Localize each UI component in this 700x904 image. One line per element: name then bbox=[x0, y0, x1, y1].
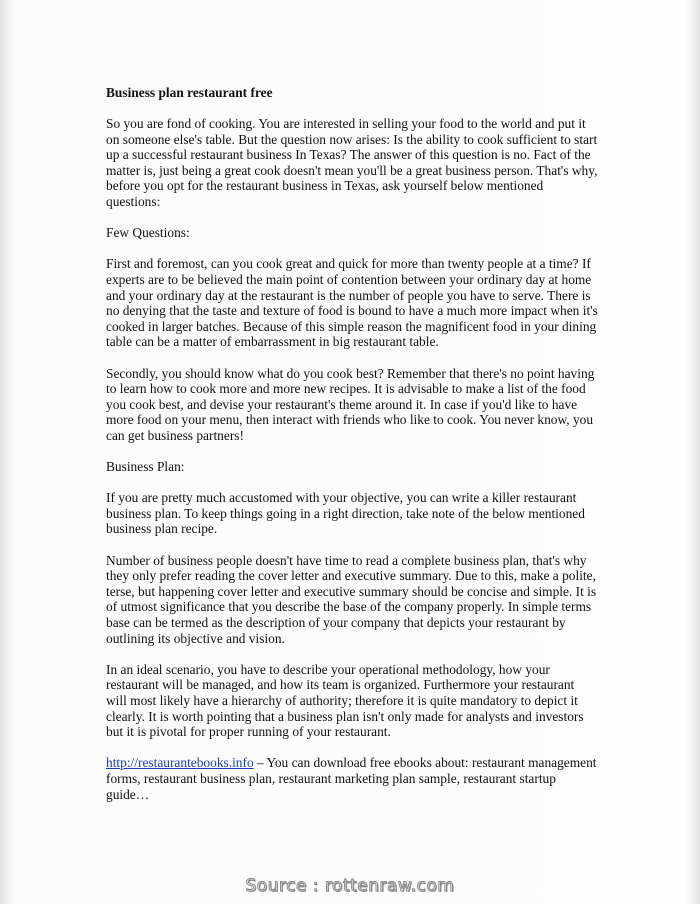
business-plan-paragraph-1: If you are pretty much accustomed with your objective, you can write a killer restaurant business plan. To keep things going in a right direction, take note of the below mentioned business plan recipe. bbox=[106, 490, 585, 537]
ebooks-description: – You can download free ebooks about: restaurant management forms, restaurant business plan, restaurant marketing plan sample, restaurant startup guide… bbox=[106, 755, 597, 802]
business-plan-heading: Business Plan: bbox=[106, 459, 185, 475]
question-two-paragraph: Secondly, you should know what do you cook best? Remember that there's no point having to learn how to cook more and more new recipes. It is advisable to make a list of the food you cook best, and devise your restaurant's theme around it. In case if you'd like to have more food on your menu, then interact with friends who like to cook. You never know, you can get business partners! bbox=[106, 365, 595, 443]
intro-paragraph: So you are fond of cooking. You are interested in selling your food to the world and put it on someone else's table. But the question now arises: Is the ability to cook sufficient to start up a successful restaurant business In Texas? The answer of this question is no. Fact of the matter is, just being a great cook doesn't mean you'll be a great business person. That's why, before you opt for the restaurant business in Texas, ask yourself below mentioned questions: bbox=[106, 116, 598, 209]
ebooks-link[interactable]: http://restaurantebooks.info bbox=[106, 755, 254, 771]
few-questions-heading: Few Questions: bbox=[106, 225, 190, 241]
document-body bbox=[106, 85, 598, 818]
source-watermark: Source : rottenraw.com bbox=[245, 876, 455, 896]
document-title: Business plan restaurant free bbox=[106, 85, 273, 100]
business-plan-paragraph-2: Number of business people doesn't have time to read a complete business plan, that's why they only prefer reading the cover letter and executive summary. Due to this, make a polite, terse, but happening cover letter and executive summary should be concise and simple. It is of utmost significance that you describe the base of the company properly. In simple terms base can be termed as the description of your company that depicts your restaurant by outlining its objective and vision. bbox=[106, 552, 597, 646]
business-plan-paragraph-3: In an ideal scenario, you have to describe your operational methodology, how your restaurant will be managed, and how its team is organized. Furthermore your restaurant will most likely have a hierarchy of authority; therefore it is quite mandatory to depict it clearly. It is worth pointing that a business plan isn't only made for analysts and investors but it is pivotal for proper running of your restaurant. bbox=[106, 661, 584, 740]
ebooks-paragraph bbox=[106, 755, 598, 802]
question-one-paragraph: First and foremost, can you cook great and quick for more than twenty people at a time? If experts are to be believed the main point of contention between your ordinary day at home and your ordinary day at the restaurant is the number of people you have to serve. There is no denying that the taste and texture of food is bound to have a much more impact when it's cooked in larger batches. Because of this simple reason the magnificent food in your dining table can be a matter of embarrassment in big restaurant table. bbox=[106, 256, 598, 350]
